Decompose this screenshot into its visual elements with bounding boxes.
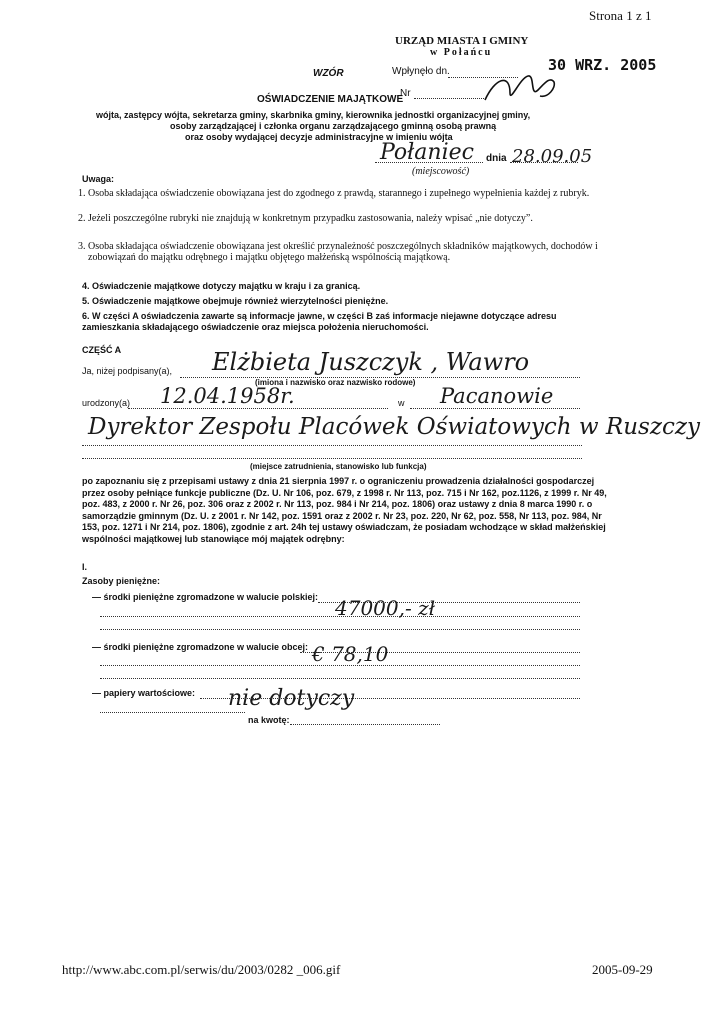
number-label: Nr (400, 88, 411, 99)
birth-place-handwritten: Pacanowie (440, 384, 554, 408)
page-url: http://www.abc.com.pl/serwis/du/2003/0282 _006.gif (62, 962, 341, 977)
wzor-label: WZÓR (313, 68, 344, 79)
subtitle-line-2: osoby zarządzającej i członka organu zarządzającego gminną osobą prawną (170, 121, 497, 131)
note-bold-5: 5. Oświadczenie majątkowe obejmuje również wierzytelności pieniężne. (82, 296, 389, 306)
place-caption: (miejscowość) (412, 166, 470, 177)
name-handwritten: Elżbieta Juszczyk , Wawro (212, 348, 530, 376)
job-handwritten: Dyrektor Zespołu Placówek Oświatowych w Ruszczy (88, 414, 700, 440)
date-label: dnia (486, 153, 507, 164)
notes-heading: Uwaga: (82, 174, 115, 184)
born-label: urodzony(a) (82, 398, 131, 408)
print-date: 2005-09-29 (592, 962, 653, 977)
assets-heading: Zasoby pieniężne: (82, 576, 161, 586)
office-town: w Połańcu (430, 47, 493, 58)
foreign-label: — środki pieniężne zgromadzone w walucie obcej: (92, 642, 309, 652)
received-label: Wpłynęło dn. (392, 66, 450, 77)
legal-text: po zapoznaniu się z przepisami ustawy z dnia 21 sierpnia 1997 r. o ograniczeniu prowadzenia działalności gospodarczej przez osoby pełniące funkcje publiczne (Dz. U. Nr 106, poz. 679, z 1998 r. Nr 113, poz. 715 i Nr 162, poz.1126, z 1999 r. Nr 49, poz. 483, z 2000 r. Nr 26, poz. 306 oraz z 2002 r. Nr 113, poz. 984 i Nr 214, poz. 1806) oraz ustawy z dnia 8 marca 1990 r. o samorządzie gminnym (Dz. U. z 2001 r. Nr 142, poz. 1591 oraz z 2002 r. Nr 23, poz. 220, Nr 62, poz. 558, Nr 113, poz. 984, Nr 153, poz. 1271 i Nr 214, poz. 1806), zgodnie z art. 24h tej ustawy oświadczam, że posiadam wchodzące w skład małżeńskiej wspólności majątkowej lub stanowiące mój majątek odrębny: (82, 476, 607, 544)
initials-signature-icon (480, 68, 560, 108)
note-item-1: 1. Osoba składająca oświadczenie obowiązana jest do zgodnego z prawdą, starannego i zupełnego wypełnienia każdej z rubryk. (78, 188, 590, 199)
section-roman: I. (82, 562, 88, 572)
signed-label: Ja, niżej podpisany(a), (82, 366, 173, 376)
name-caption: (imiona i nazwisko oraz nazwisko rodowe) (255, 378, 416, 387)
securities-value: nie dotyczy (228, 686, 355, 711)
amount-label: na kwotę: (248, 715, 290, 725)
office-name: URZĄD MIASTA I GMINY (395, 35, 529, 47)
securities-label: — papiery wartościowe: (92, 688, 196, 698)
part-a-heading: CZĘŚĆ A (82, 345, 122, 355)
note-item-3: 3. Osoba składająca oświadczenie obowiązana jest określić przynależność poszczególnych składników majątkowych, dochodów i zobowiązań do majątku odrębnego i majątku objętego małżeńską wspólnością majątkową. (78, 241, 598, 263)
note-bold-4: 4. Oświadczenie majątkowe dotyczy majątku w kraju i za granicą. (82, 281, 361, 291)
page-counter: Strona 1 z 1 (589, 8, 652, 23)
subtitle-line-3: oraz osoby wydającej decyzje administracyjne w imieniu wójta (185, 132, 453, 142)
job-caption: (miejsce zatrudnienia, stanowisko lub funkcja) (250, 462, 427, 471)
note-bold-6: 6. W części A oświadczenia zawarte są informacje jawne, w części B zaś informacje niejawne dotyczące adresu zamieszkania składającego oświadczenie oraz miejsca położenia nieruchomości. (82, 311, 557, 332)
place-handwritten: Połaniec (380, 140, 474, 165)
foreign-value: € 78,10 (312, 642, 389, 666)
note-item-2: 2. Jeżeli poszczególne rubryki nie znajdują w konkretnym przypadku zastosowania, należy wpisać „nie dotyczy”. (78, 213, 533, 224)
received-stamp-date: 30 WRZ. 2005 (548, 56, 657, 74)
pln-label: — środki pieniężne zgromadzone w walucie polskiej: (92, 592, 319, 602)
born-in-label: w (398, 398, 405, 408)
form-title: OŚWIADCZENIE MAJĄTKOWE (257, 94, 404, 105)
birth-date-handwritten: 12.04.1958r. (160, 384, 295, 408)
subtitle-line-1: wójta, zastępcy wójta, sekretarza gminy, skarbnika gminy, kierownika jednostki organizacyjnej gminy, (96, 110, 531, 120)
pln-value: 47000,- zł (335, 596, 436, 620)
date-handwritten: 28.09.05 (512, 146, 593, 167)
